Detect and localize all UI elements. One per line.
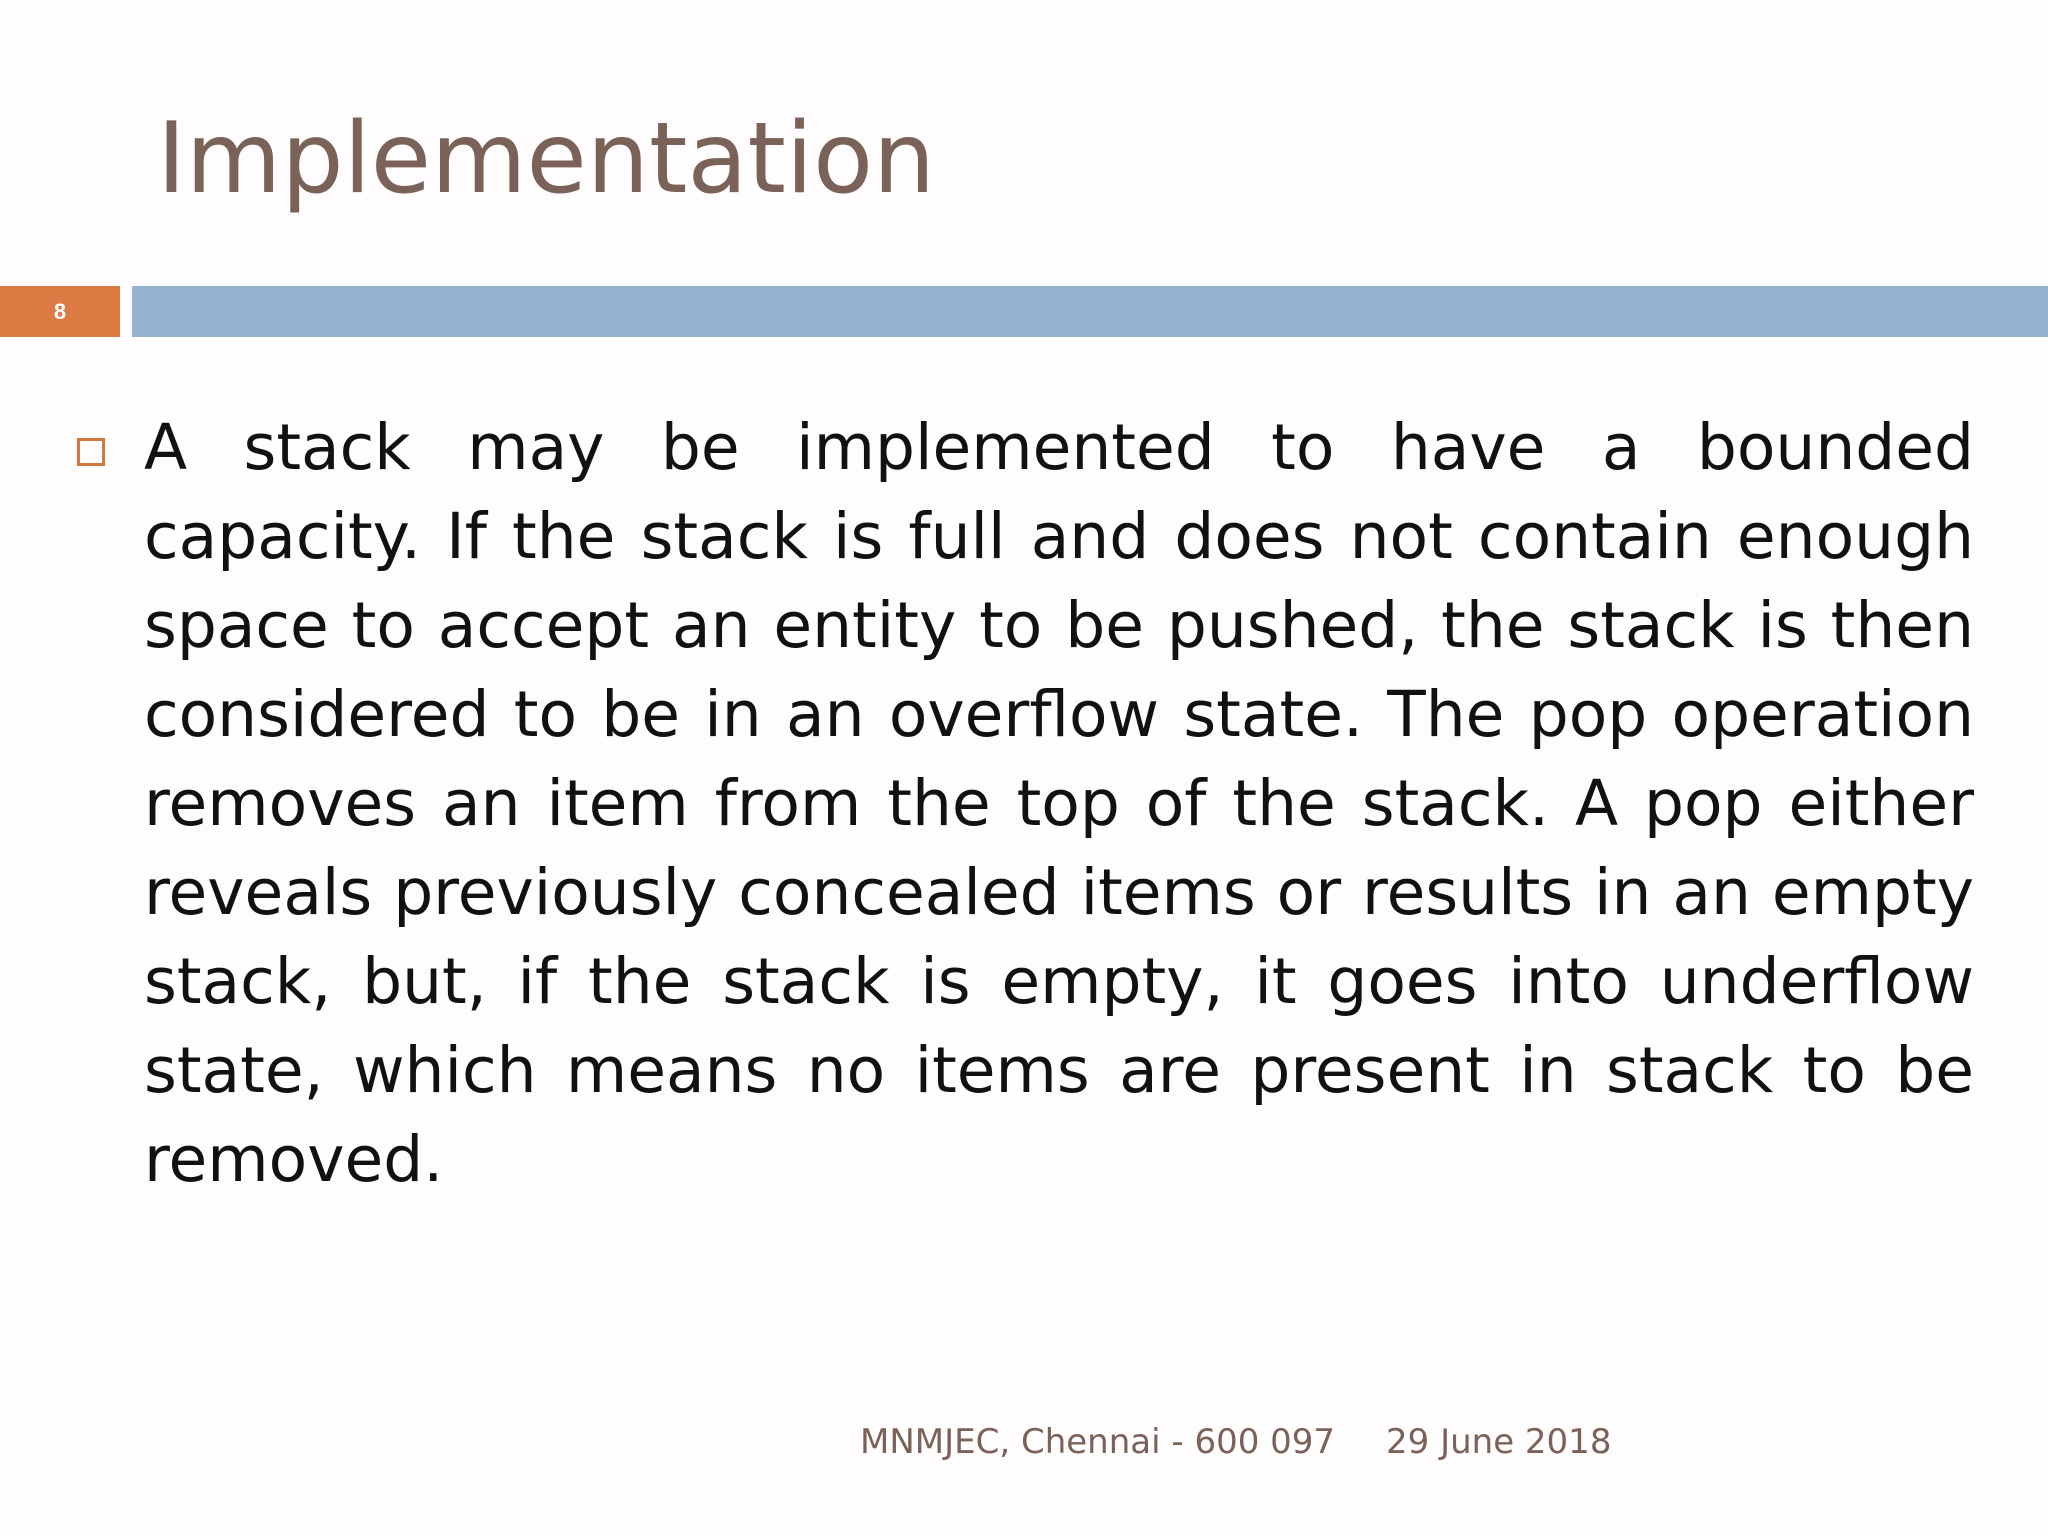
page-number: 8 [53, 298, 67, 324]
page-number-badge [0, 286, 120, 337]
footer-organization: MNMJEC, Chennai - 600 097 [860, 1422, 1336, 1462]
bullet-paragraph: A stack may be implemented to have a bounded capacity. If the stack is full and does not contain enough space to accept an entity to be pushed, the stack is then considered to be in an overflow state. The pop operation removes an item from the top of the stack. A pop either reveals previously concealed items or results in an empty stack, but, if the stack is empty, it goes into underflow state, which means no items are present in stack to be removed. [144, 411, 1974, 1196]
footer-date: 29 June 2018 [1386, 1422, 1612, 1462]
hollow-square-bullet-icon [77, 438, 105, 466]
slide-title: Implementation [157, 102, 936, 216]
header-divider-bar [132, 286, 2048, 337]
